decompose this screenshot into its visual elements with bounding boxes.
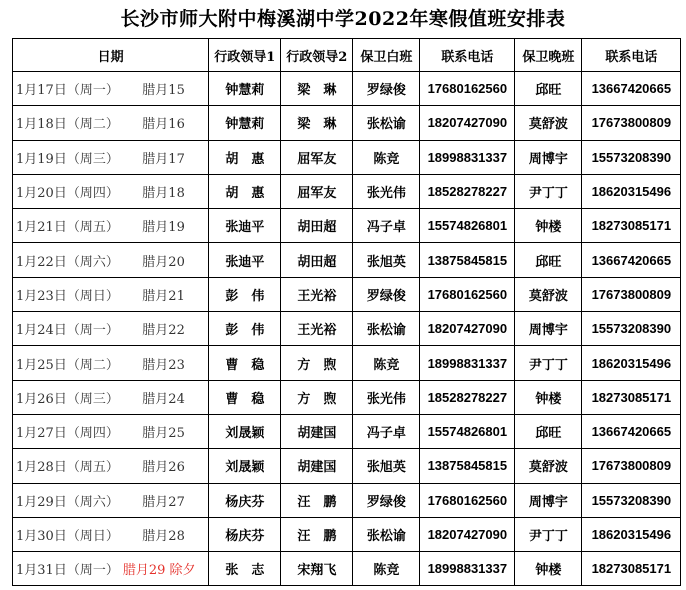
cell-admin2: 屈军友	[281, 174, 353, 208]
cell-admin2: 屈军友	[281, 140, 353, 174]
cell-guard-night: 邱旺	[515, 243, 582, 277]
cell-phone1: 18528278227	[420, 380, 515, 414]
cell-phone1: 13875845815	[420, 243, 515, 277]
table-row	[13, 174, 681, 208]
cell-admin1: 钟慧莉	[209, 106, 281, 140]
cell-lunar-date: 腊月16	[119, 106, 209, 140]
cell-phone1: 18998831337	[420, 346, 515, 380]
cell-lunar-date: 腊月22	[119, 312, 209, 346]
cell-phone1: 18998831337	[420, 552, 515, 586]
cell-phone1: 18998831337	[420, 140, 515, 174]
cell-lunar-date: 腊月24	[119, 380, 209, 414]
cell-date: 1月20日（周四）	[13, 174, 119, 208]
cell-lunar-date: 腊月27	[119, 483, 209, 517]
cell-admin1: 彭 伟	[209, 277, 281, 311]
header-admin2: 行政领导2	[281, 39, 353, 72]
cell-guard-night: 尹丁丁	[515, 346, 582, 380]
cell-admin2: 胡田超	[281, 243, 353, 277]
cell-lunar-date: 腊月20	[119, 243, 209, 277]
cell-phone2: 18620315496	[582, 346, 681, 380]
cell-guard-day: 张光伟	[353, 380, 420, 414]
cell-guard-day: 张光伟	[353, 174, 420, 208]
cell-phone1: 18207427090	[420, 312, 515, 346]
table-row	[13, 414, 681, 448]
header-row	[13, 39, 681, 72]
cell-guard-day: 张松谕	[353, 106, 420, 140]
cell-admin1: 杨庆芬	[209, 483, 281, 517]
cell-guard-night: 周博宇	[515, 483, 582, 517]
table-row	[13, 552, 681, 586]
header-phone2: 联系电话	[582, 39, 681, 72]
cell-admin1: 刘晟颖	[209, 449, 281, 483]
cell-admin2: 胡建国	[281, 449, 353, 483]
cell-guard-night: 周博宇	[515, 140, 582, 174]
cell-guard-day: 冯子卓	[353, 414, 420, 448]
table-row	[13, 346, 681, 380]
cell-lunar-date: 腊月23	[119, 346, 209, 380]
cell-date: 1月19日（周三）	[13, 140, 119, 174]
cell-admin1: 曹 稳	[209, 380, 281, 414]
cell-admin1: 彭 伟	[209, 312, 281, 346]
header-date: 日期	[13, 39, 209, 72]
cell-admin1: 张迪平	[209, 209, 281, 243]
cell-phone2: 15573208390	[582, 312, 681, 346]
cell-admin2: 梁 琳	[281, 106, 353, 140]
cell-admin1: 张 志	[209, 552, 281, 586]
cell-admin2: 汪 鹏	[281, 483, 353, 517]
cell-date: 1月26日（周三）	[13, 380, 119, 414]
cell-date: 1月17日（周一）	[13, 72, 119, 106]
cell-phone2: 15573208390	[582, 483, 681, 517]
cell-guard-night: 周博宇	[515, 312, 582, 346]
cell-date: 1月31日（周一）	[13, 552, 119, 586]
cell-lunar-date: 腊月15	[119, 72, 209, 106]
page-title: 长沙市师大附中梅溪湖中学2022年寒假值班安排表	[120, 8, 566, 30]
cell-admin2: 宋翔飞	[281, 552, 353, 586]
header-phone1: 联系电话	[420, 39, 515, 72]
cell-admin2: 方 煦	[281, 380, 353, 414]
cell-guard-day: 陈竞	[353, 552, 420, 586]
cell-date: 1月22日（周六）	[13, 243, 119, 277]
cell-lunar-date: 腊月18	[119, 174, 209, 208]
cell-phone2: 18620315496	[582, 174, 681, 208]
cell-lunar-date: 腊月25	[119, 414, 209, 448]
cell-date: 1月24日（周一）	[13, 312, 119, 346]
cell-guard-night: 莫舒波	[515, 449, 582, 483]
cell-date: 1月18日（周二）	[13, 106, 119, 140]
cell-phone1: 18207427090	[420, 517, 515, 551]
cell-guard-night: 钟楼	[515, 380, 582, 414]
cell-date: 1月25日（周二）	[13, 346, 119, 380]
cell-guard-day: 陈竞	[353, 140, 420, 174]
cell-guard-day: 张旭英	[353, 449, 420, 483]
cell-admin2: 汪 鹏	[281, 517, 353, 551]
cell-guard-day: 张松谕	[353, 312, 420, 346]
table-row	[13, 277, 681, 311]
cell-guard-day: 罗绿俊	[353, 72, 420, 106]
cell-admin1: 刘晟颖	[209, 414, 281, 448]
table-row	[13, 483, 681, 517]
cell-admin2: 胡田超	[281, 209, 353, 243]
cell-date: 1月30日（周日）	[13, 517, 119, 551]
cell-phone2: 18620315496	[582, 517, 681, 551]
cell-phone1: 18207427090	[420, 106, 515, 140]
cell-phone1: 13875845815	[420, 449, 515, 483]
cell-phone2: 18273085171	[582, 209, 681, 243]
cell-guard-day: 罗绿俊	[353, 277, 420, 311]
cell-date: 1月23日（周日）	[13, 277, 119, 311]
duty-schedule-table	[12, 38, 681, 586]
cell-guard-night: 邱旺	[515, 72, 582, 106]
cell-admin1: 胡 惠	[209, 174, 281, 208]
table-row	[13, 243, 681, 277]
cell-guard-night: 尹丁丁	[515, 517, 582, 551]
cell-date: 1月29日（周六）	[13, 483, 119, 517]
cell-guard-day: 张旭英	[353, 243, 420, 277]
cell-guard-day: 罗绿俊	[353, 483, 420, 517]
cell-guard-day: 陈竞	[353, 346, 420, 380]
cell-guard-day: 冯子卓	[353, 209, 420, 243]
cell-phone2: 18273085171	[582, 552, 681, 586]
cell-guard-night: 钟楼	[515, 552, 582, 586]
table-row	[13, 449, 681, 483]
table-row	[13, 209, 681, 243]
cell-admin2: 方 煦	[281, 346, 353, 380]
table-row	[13, 312, 681, 346]
cell-lunar-date: 腊月28	[119, 517, 209, 551]
cell-admin1: 钟慧莉	[209, 72, 281, 106]
cell-admin1: 杨庆芬	[209, 517, 281, 551]
cell-admin1: 曹 稳	[209, 346, 281, 380]
cell-guard-day: 张松谕	[353, 517, 420, 551]
table-row	[13, 517, 681, 551]
cell-lunar-date: 腊月21	[119, 277, 209, 311]
cell-phone2: 15573208390	[582, 140, 681, 174]
cell-lunar-date: 腊月29 除夕	[119, 552, 209, 586]
cell-phone2: 17673800809	[582, 277, 681, 311]
cell-phone2: 18273085171	[582, 380, 681, 414]
table-row	[13, 380, 681, 414]
cell-lunar-date: 腊月26	[119, 449, 209, 483]
header-guard-day: 保卫白班	[353, 39, 420, 72]
cell-phone1: 17680162560	[420, 72, 515, 106]
header-admin1: 行政领导1	[209, 39, 281, 72]
cell-admin1: 胡 惠	[209, 140, 281, 174]
cell-date: 1月21日（周五）	[13, 209, 119, 243]
cell-guard-night: 莫舒波	[515, 277, 582, 311]
cell-admin1: 张迪平	[209, 243, 281, 277]
cell-guard-night: 尹丁丁	[515, 174, 582, 208]
cell-date: 1月27日（周四）	[13, 414, 119, 448]
cell-lunar-date: 腊月17	[119, 140, 209, 174]
cell-admin2: 王光裕	[281, 312, 353, 346]
cell-phone2: 13667420665	[582, 414, 681, 448]
table-row	[13, 106, 681, 140]
cell-phone1: 18528278227	[420, 174, 515, 208]
cell-phone1: 15574826801	[420, 209, 515, 243]
cell-admin2: 梁 琳	[281, 72, 353, 106]
cell-phone2: 13667420665	[582, 72, 681, 106]
cell-guard-night: 邱旺	[515, 414, 582, 448]
cell-phone2: 17673800809	[582, 449, 681, 483]
cell-date: 1月28日（周五）	[13, 449, 119, 483]
cell-admin2: 王光裕	[281, 277, 353, 311]
cell-guard-night: 莫舒波	[515, 106, 582, 140]
cell-lunar-date: 腊月19	[119, 209, 209, 243]
cell-phone1: 17680162560	[420, 277, 515, 311]
cell-phone2: 13667420665	[582, 243, 681, 277]
cell-guard-night: 钟楼	[515, 209, 582, 243]
header-guard-night: 保卫晚班	[515, 39, 582, 72]
cell-admin2: 胡建国	[281, 414, 353, 448]
cell-phone2: 17673800809	[582, 106, 681, 140]
cell-phone1: 17680162560	[420, 483, 515, 517]
cell-phone1: 15574826801	[420, 414, 515, 448]
table-row	[13, 72, 681, 106]
table-row	[13, 140, 681, 174]
